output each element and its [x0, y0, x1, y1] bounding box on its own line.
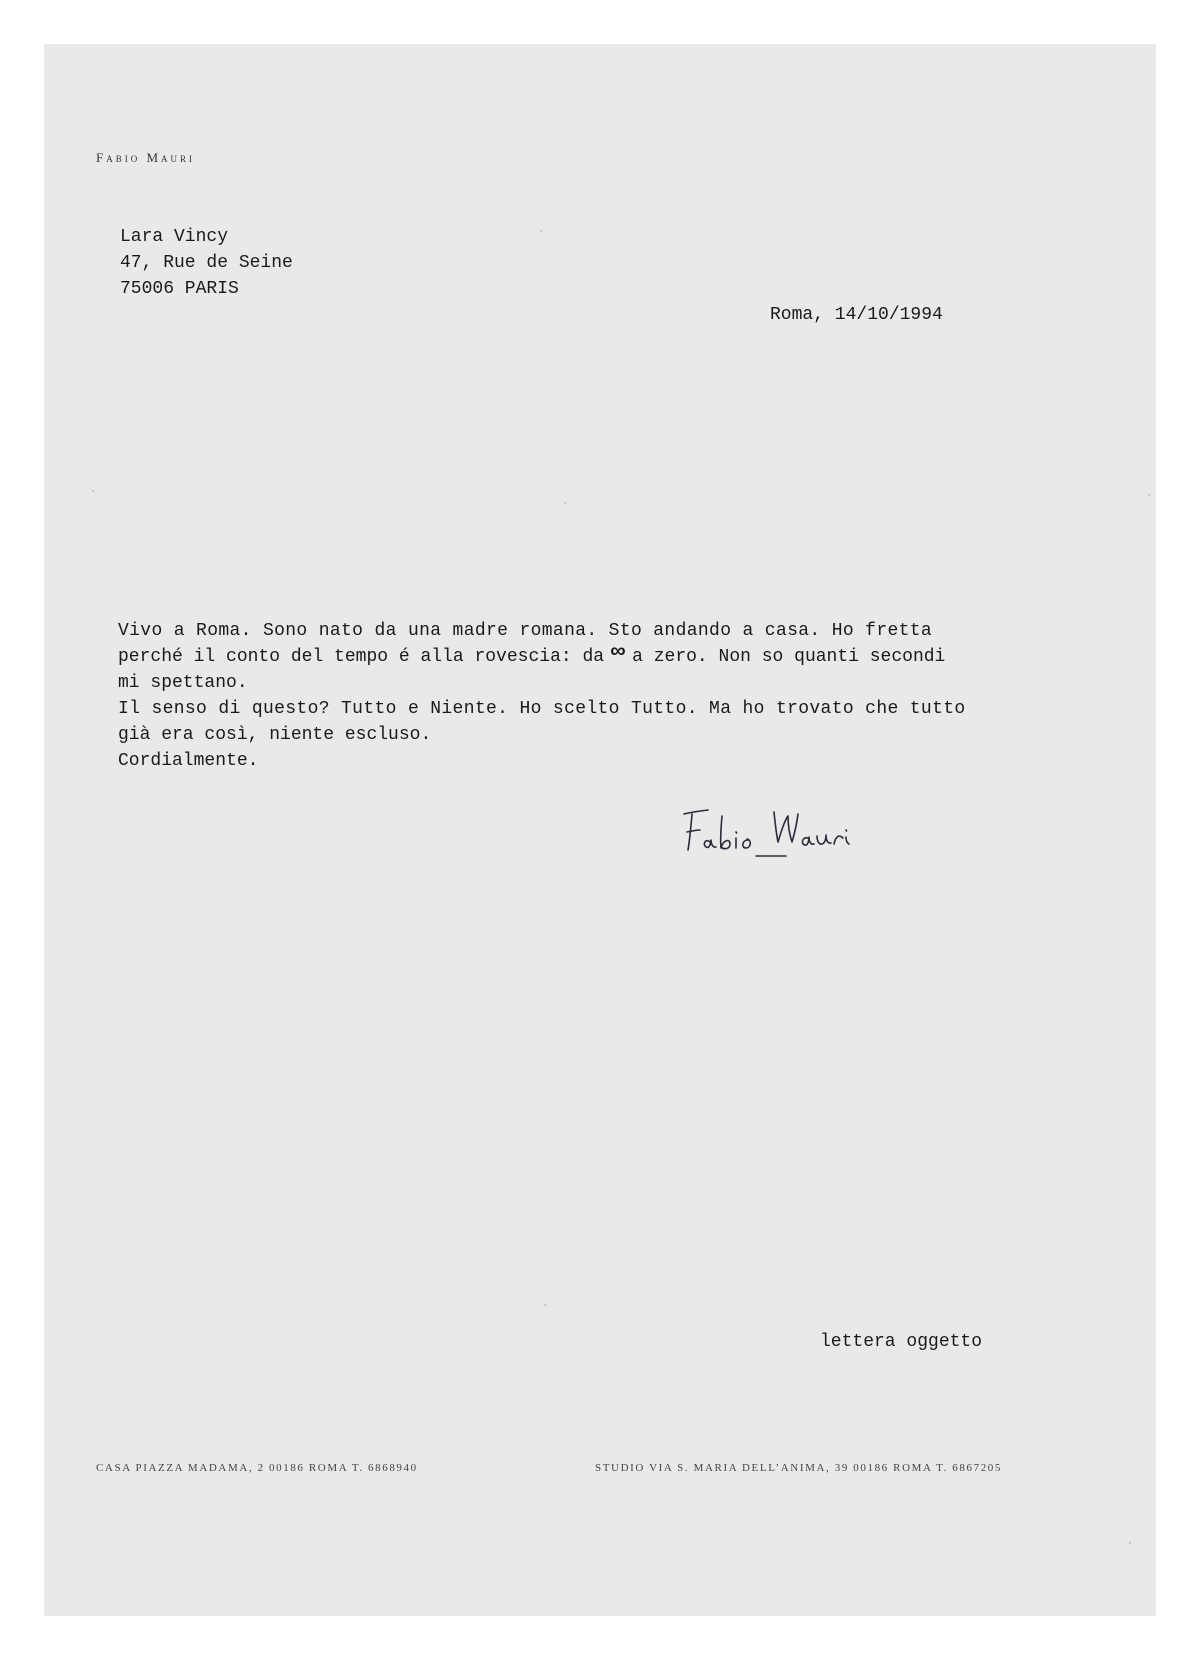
letter-note: lettera oggetto [820, 1332, 983, 1352]
body-line [118, 641, 993, 670]
paper-speck [544, 1304, 546, 1306]
letter-body [118, 618, 993, 774]
recipient-street: 47, Rue de Seine [120, 253, 293, 273]
paper-speck [564, 502, 566, 504]
body-line-part: perché il conto del tempo é alla rovescia: da [118, 647, 605, 667]
paper-speck [1129, 1542, 1131, 1544]
footer-home-address: CASA PIAZZA MADAMA, 2 00186 ROMA T. 6868940 [96, 1462, 418, 1474]
recipient-address [120, 224, 293, 302]
letter-date: Roma, 14/10/1994 [770, 305, 943, 325]
paper-speck [1148, 494, 1150, 496]
letterhead: Fabio Mauri [96, 150, 196, 165]
body-line-part: a zero. Non so quanti secondi [632, 647, 946, 667]
paper-speck [540, 230, 542, 232]
body-line: mi spettano. [118, 673, 248, 693]
footer-studio-address: STUDIO VIA S. MARIA DELL’ANIMA, 39 00186 ROMA T. 6867205 [595, 1462, 1002, 1474]
body-line: Vivo a Roma. Sono nato da una madre romana. Sto andando a casa. Ho fretta [118, 621, 933, 641]
recipient-name: Lara Vincy [120, 227, 229, 247]
infinity-symbol: ∞ [610, 641, 626, 664]
body-line: Cordialmente. [118, 751, 259, 771]
body-line: Il senso di questo? Tutto e Niente. Ho scelto Tutto. Ma ho trovato che tutto [118, 699, 966, 719]
body-line: già era così, niente escluso. [118, 725, 432, 745]
handwritten-signature [680, 802, 880, 862]
recipient-city: 75006 PARIS [120, 279, 239, 299]
paper-speck [92, 490, 94, 492]
